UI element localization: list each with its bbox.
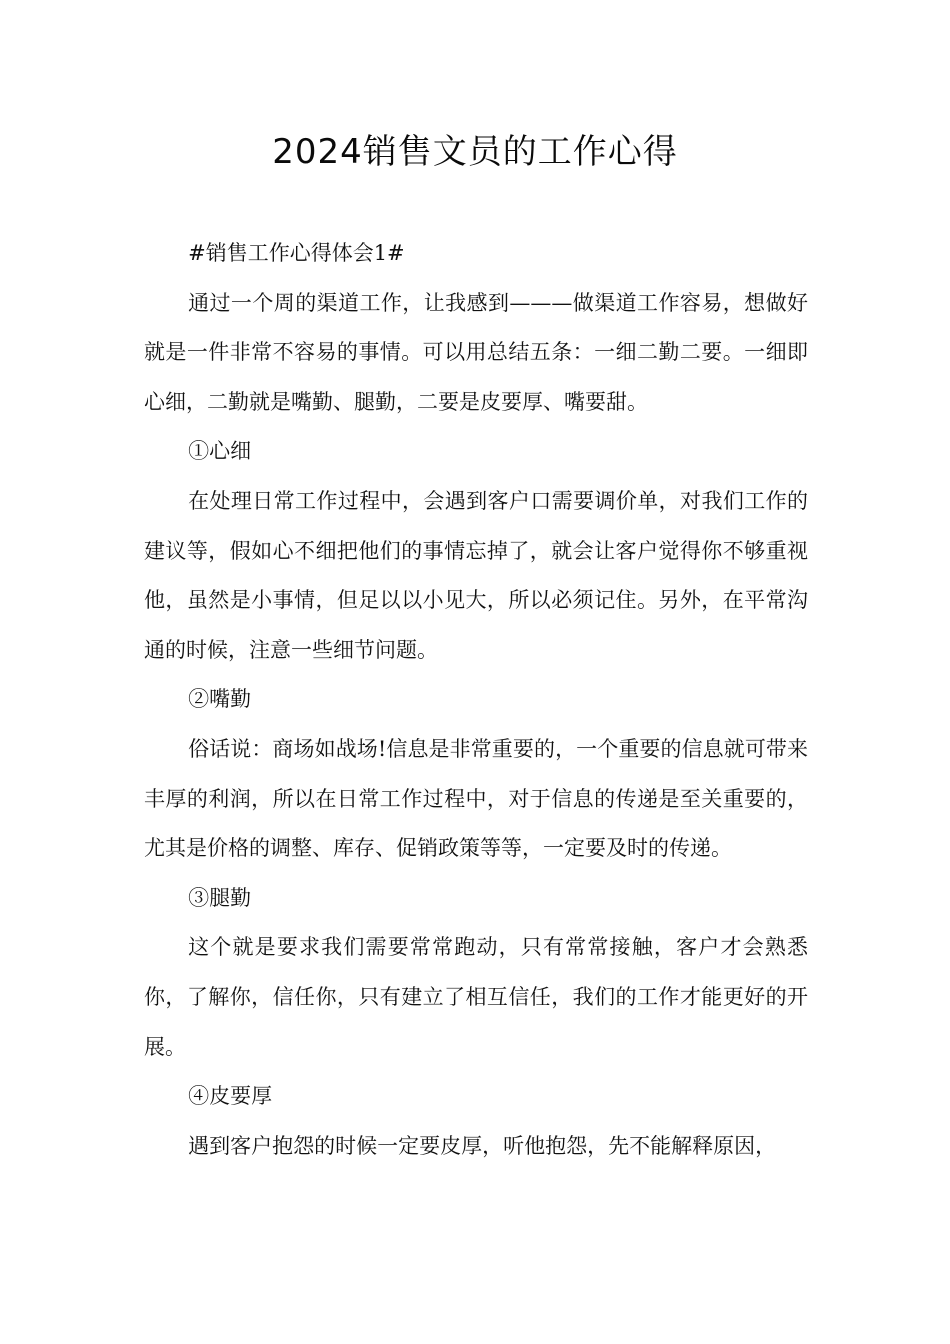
document-title: 2024销售文员的工作心得 xyxy=(272,132,678,172)
body-paragraph: 在处理日常工作过程中，会遇到客户口需要调价单，对我们工作的建议等，假如心不细把他们的事情忘掉了，就会让客户觉得你不够重视他，虽然是小事情，但足以以小见大，所以必须记住。另外，在平常沟通的时候，注意一些细节问题。 xyxy=(144,488,808,662)
document-body xyxy=(144,229,808,1171)
body-paragraph: 这个就是要求我们需要常常跑动，只有常常接触，客户才会熟悉你，了解你，信任你，只有建立了相互信任，我们的工作才能更好的开展。 xyxy=(144,935,808,1059)
body-paragraph: 遇到客户抱怨的时候一定要皮厚，听他抱怨，先不能解释原因， xyxy=(188,1133,777,1158)
section-heading: ①心细 xyxy=(188,439,252,464)
section-heading: ③腿勤 xyxy=(188,885,252,910)
section-heading: ④皮要厚 xyxy=(188,1084,273,1109)
body-paragraph: 俗话说：商场如战场!信息是非常重要的，一个重要的信息就可带来丰厚的利润，所以在日常工作过程中，对于信息的传递是至关重要的，尤其是价格的调整、库存、促销政策等等，一定要及时的传递。 xyxy=(144,736,808,861)
body-paragraph: 通过一个周的渠道工作，让我感到———做渠道工作容易，想做好就是一件非常不容易的事情。可以用总结五条：一细二勤二要。一细即心细，二勤就是嘴勤、腿勤，二要是皮要厚、嘴要甜。 xyxy=(144,290,808,414)
section-heading: #销售工作心得体会1# xyxy=(188,241,405,265)
section-heading: ②嘴勤 xyxy=(188,687,252,712)
